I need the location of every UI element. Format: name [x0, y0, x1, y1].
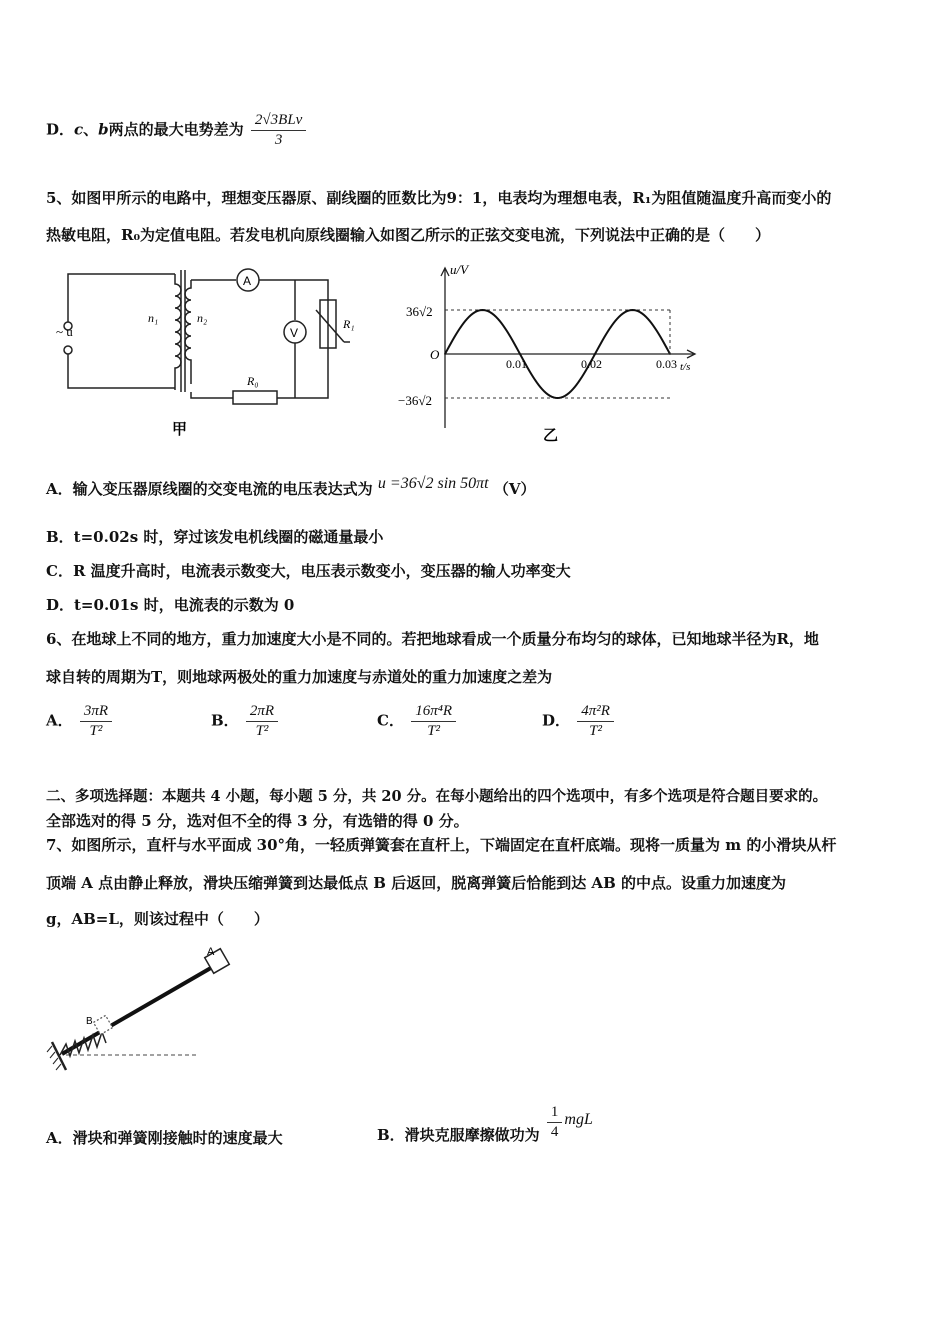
section2-heading-line2: 全部选对的得 5 分，选对但不全的得 3 分，有选错的得 0 分。 — [46, 812, 469, 830]
x-tick-label: 0.01 — [506, 357, 527, 371]
ammeter-label: A — [243, 274, 252, 288]
chart-y-label: u/V — [450, 262, 469, 277]
q6-option-c[interactable]: C． $\frac{\text{16π⁴R}}{\text{T²}}$ — [377, 703, 458, 740]
q6-option-b[interactable]: B． $\frac{2\pi R}{\text{T²}}$ — [211, 703, 280, 740]
q5-stem-line2: 热敏电阻，R₀为定值电阻。若发电机向原线圈输入如图乙所示的正弦交变电流，下列说法中正确的是（ ） — [46, 226, 771, 244]
data-point — [557, 397, 559, 399]
voltmeter-label: V — [290, 326, 299, 340]
q6-stem-line2: 球自转的周期为T，则地球两极处的重力加速度与赤道处的重力加速度之差为 — [46, 668, 553, 686]
q5-option-c[interactable]: C．R 温度升高时，电流表示数变大，电压表示数变小，变压器的输人功率变大 — [46, 562, 571, 580]
q7-option-b[interactable]: B．滑块克服摩擦做功为 $\frac{1}{4}$ mgL — [377, 1104, 593, 1144]
x-tick-label: 0.03 — [656, 357, 677, 371]
x-tick-label: 0.02 — [581, 357, 602, 371]
q6-option-a[interactable]: A． $\frac{3\pi R}{\text{T²}}$ — [46, 703, 114, 740]
point-b-label: B — [86, 1016, 93, 1027]
r0-label: R₀ — [247, 374, 259, 388]
q4-d-fraction: $\frac{\text{2√3BLv}}{3}$ — [251, 112, 306, 149]
chart-y-min-label: −36√2 — [398, 393, 432, 408]
section2-heading-line1: 二、多项选择题：本题共 4 小题，每小题 5 分，共 20 分。在每小题给出的四个选项中，有多个选项是符合题目要求的。 — [46, 788, 828, 805]
r1-label: R₁ — [343, 317, 355, 331]
incline-rod-diagram — [44, 942, 244, 1077]
voltage-chart-yi — [390, 258, 710, 448]
q5-option-d[interactable]: D．t=0.01s 时，电流表的示数为 0 — [46, 596, 295, 614]
n2-label: n₂ — [197, 311, 208, 325]
figure-caption-yi: 乙 — [543, 426, 559, 444]
source-label: ~ u — [56, 324, 73, 339]
q7-stem-line1: 7、如图所示，直杆与水平面成 30°角，一轻质弹簧套在直杆上，下端固定在直杆底端。现将一质量为 m 的小滑块从杆 — [46, 836, 837, 854]
q5-option-a[interactable]: A．输入变压器原线圈的交变电流的电压表达式为 u =36√2 sin 50πt （V） — [46, 475, 536, 498]
circuit-diagram-jia — [50, 262, 370, 442]
q5-option-a-formula: u =36√2 sin 50πt — [377, 475, 489, 492]
data-point — [632, 309, 634, 311]
data-point — [519, 353, 521, 355]
data-point — [482, 309, 484, 311]
q7-stem-line3: g，AB=L，则该过程中（ ） — [46, 910, 269, 928]
chart-origin-label: O — [430, 347, 440, 362]
q7-stem-line2: 顶端 A 点由静止释放，滑块压缩弹簧到达最低点 B 后返回，脱离弹簧后恰能到达 AB 的中点。设重力加速度为 — [46, 874, 786, 892]
q7-option-a[interactable]: A．滑块和弹簧刚接触时的速度最大 — [46, 1129, 283, 1147]
q5-option-b[interactable]: B．t=0.02s 时，穿过该发电机线圈的磁通量最小 — [46, 528, 384, 546]
chart-y-max-label: 36√2 — [406, 304, 433, 319]
data-point — [444, 353, 446, 355]
q5-stem-line1: 5、如图甲所示的电路中，理想变压器原、副线圈的匝数比为9：1，电表均为理想电表，R₁为阻值随温度升高而变小的 — [46, 189, 832, 207]
q4-option-d[interactable]: D．c、b两点的最大电势差为 $\frac{\text{2√3BLv}}{3}$ — [46, 112, 308, 149]
point-a-label: A — [207, 946, 215, 958]
chart-x-label: t/s — [680, 361, 691, 373]
q6-option-d[interactable]: D． $\frac{\text{4π²R}}{\text{T²}}$ — [542, 703, 616, 740]
q6-stem-line1: 6、在地球上不同的地方，重力加速度大小是不同的。若把地球看成一个质量分布均匀的球体，已知地球半径为R，地 — [46, 630, 819, 648]
data-point — [594, 353, 596, 355]
figure-caption-jia: 甲 — [172, 420, 188, 438]
n1-label: n₁ — [148, 311, 159, 325]
